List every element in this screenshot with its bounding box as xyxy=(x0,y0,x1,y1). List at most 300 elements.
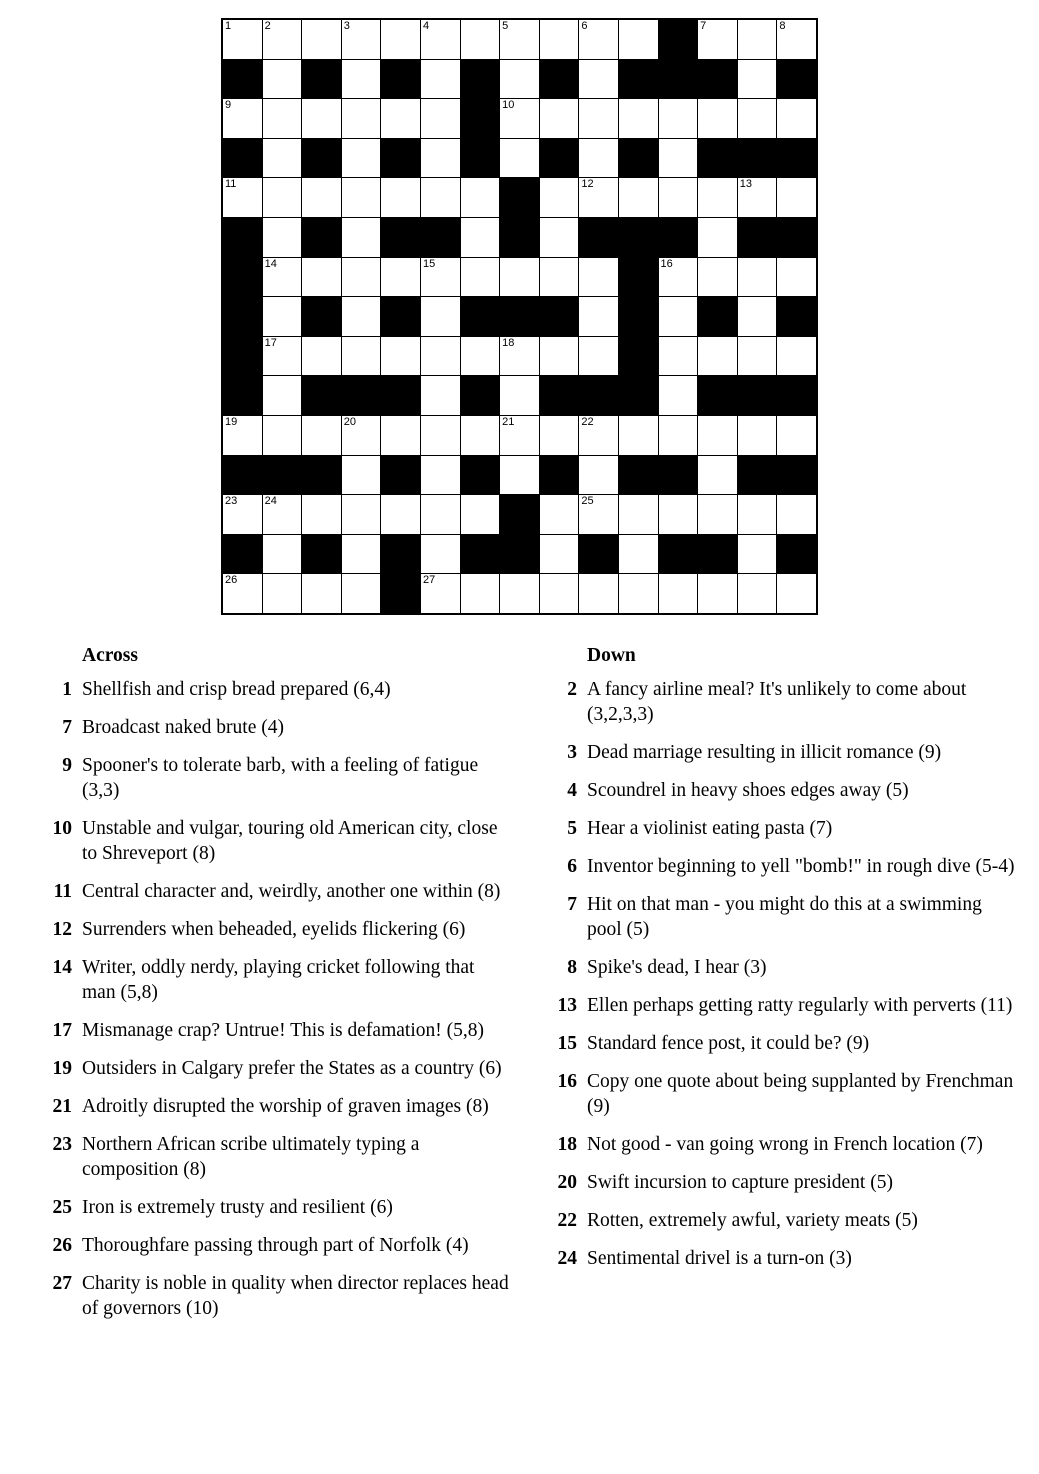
grid-cell[interactable] xyxy=(420,415,460,455)
clue-item[interactable] xyxy=(40,1233,510,1258)
grid-cell[interactable] xyxy=(539,99,579,139)
grid-cell[interactable] xyxy=(381,19,421,59)
grid-cell-block xyxy=(381,455,421,495)
grid-cell-block xyxy=(460,138,500,178)
grid-cell[interactable] xyxy=(500,59,540,99)
grid-cell[interactable] xyxy=(262,297,302,337)
grid-cell[interactable] xyxy=(500,99,540,139)
grid-cell[interactable] xyxy=(460,574,500,614)
clue-item[interactable] xyxy=(545,677,1015,727)
grid-cell-block xyxy=(777,534,817,574)
grid-cell[interactable] xyxy=(262,178,302,218)
grid-cell[interactable] xyxy=(698,336,738,376)
clue-item[interactable] xyxy=(545,993,1015,1018)
grid-cell[interactable] xyxy=(341,178,381,218)
grid-cell-block xyxy=(222,257,262,297)
down-heading: Down xyxy=(587,645,636,666)
grid-cell[interactable] xyxy=(341,59,381,99)
grid-cell[interactable] xyxy=(777,574,817,614)
grid-cell-block xyxy=(618,455,658,495)
grid-cell[interactable] xyxy=(500,415,540,455)
clue-text: Writer, oddly nerdy, playing cricket following that man (5,8) xyxy=(82,957,475,1003)
grid-cell[interactable] xyxy=(698,19,738,59)
grid-cell-block xyxy=(460,376,500,416)
grid-cell-block xyxy=(500,534,540,574)
grid-cell[interactable] xyxy=(341,495,381,535)
grid-cell[interactable] xyxy=(579,178,619,218)
grid-cell-block xyxy=(737,455,777,495)
clue-item[interactable] xyxy=(40,677,510,702)
grid-cell[interactable] xyxy=(222,574,262,614)
grid-cell-number: 23 xyxy=(225,495,238,508)
grid-cell-block xyxy=(618,297,658,337)
grid-cell[interactable] xyxy=(341,217,381,257)
grid-cell-block xyxy=(381,217,421,257)
grid-cell-block xyxy=(579,376,619,416)
grid-cell[interactable] xyxy=(460,336,500,376)
grid-table[interactable] xyxy=(221,18,818,615)
clue-text: Spooner's to tolerate barb, with a feeling of fatigue (3,3) xyxy=(82,755,479,801)
grid-cell[interactable] xyxy=(420,19,460,59)
grid-cell-number: 24 xyxy=(264,495,277,508)
grid-cell-block xyxy=(500,297,540,337)
grid-cell-number: 19 xyxy=(225,415,238,428)
grid-cell[interactable] xyxy=(737,59,777,99)
clue-number: 1 xyxy=(62,679,72,700)
grid-row xyxy=(222,257,817,297)
clue-number: 18 xyxy=(557,1134,577,1155)
clue-item[interactable] xyxy=(545,854,1015,879)
grid-cell-block xyxy=(777,138,817,178)
clue-item[interactable] xyxy=(40,1056,510,1081)
grid-cell[interactable] xyxy=(262,257,302,297)
grid-cell[interactable] xyxy=(737,495,777,535)
grid-cell[interactable] xyxy=(698,217,738,257)
grid-cell[interactable] xyxy=(539,336,579,376)
grid-cell[interactable] xyxy=(262,415,302,455)
grid-cell[interactable] xyxy=(420,534,460,574)
grid-cell[interactable] xyxy=(777,336,817,376)
grid-cell[interactable] xyxy=(777,99,817,139)
clue-text: Ellen perhaps getting ratty regularly with perverts (11) xyxy=(587,995,1013,1016)
clue-text: Rotten, extremely awful, variety meats (5) xyxy=(587,1210,918,1231)
clue-item[interactable] xyxy=(545,1208,1015,1233)
grid-cell[interactable] xyxy=(262,59,302,99)
grid-cell[interactable] xyxy=(262,217,302,257)
grid-cell[interactable] xyxy=(222,178,262,218)
grid-cell[interactable] xyxy=(460,415,500,455)
clue-item[interactable] xyxy=(40,1132,510,1182)
clue-number: 6 xyxy=(567,856,577,877)
clue-text: Central character and, weirdly, another one within (8) xyxy=(82,881,501,902)
grid-cell[interactable] xyxy=(618,534,658,574)
grid-cell[interactable] xyxy=(579,138,619,178)
grid-cell[interactable] xyxy=(262,99,302,139)
clue-item[interactable] xyxy=(40,1094,510,1119)
grid-cell[interactable] xyxy=(222,19,262,59)
grid-cell[interactable] xyxy=(302,99,342,139)
grid-cell[interactable] xyxy=(381,99,421,139)
grid-row xyxy=(222,495,817,535)
clue-item[interactable] xyxy=(40,879,510,904)
clue-number: 20 xyxy=(557,1172,577,1193)
grid-cell-block xyxy=(262,455,302,495)
grid-cell[interactable] xyxy=(658,178,698,218)
clue-item[interactable] xyxy=(545,955,1015,980)
grid-cell-block xyxy=(658,534,698,574)
grid-cell-block xyxy=(539,376,579,416)
grid-cell[interactable] xyxy=(579,455,619,495)
clue-text: Dead marriage resulting in illicit romance (9) xyxy=(587,742,942,763)
grid-cell[interactable] xyxy=(618,19,658,59)
clue-text: Thoroughfare passing through part of Norfolk (4) xyxy=(82,1235,469,1256)
grid-cell[interactable] xyxy=(777,415,817,455)
clue-text: Standard fence post, it could be? (9) xyxy=(587,1033,870,1054)
grid-cell[interactable] xyxy=(341,534,381,574)
grid-cell[interactable] xyxy=(737,336,777,376)
grid-cell[interactable] xyxy=(381,257,421,297)
grid-cell[interactable] xyxy=(262,19,302,59)
grid-cell[interactable] xyxy=(658,574,698,614)
grid-cell[interactable] xyxy=(341,257,381,297)
grid-cell[interactable] xyxy=(500,336,540,376)
grid-cell-block xyxy=(341,376,381,416)
grid-cell[interactable] xyxy=(539,415,579,455)
grid-cell[interactable] xyxy=(381,178,421,218)
clue-text: Adroitly disrupted the worship of graven images (8) xyxy=(82,1096,489,1117)
grid-cell[interactable] xyxy=(658,138,698,178)
across-heading: Across xyxy=(82,645,138,666)
grid-cell[interactable] xyxy=(222,415,262,455)
grid-cell-block xyxy=(460,534,500,574)
grid-cell[interactable] xyxy=(460,19,500,59)
grid-cell[interactable] xyxy=(500,257,540,297)
grid-cell[interactable] xyxy=(579,19,619,59)
grid-cell[interactable] xyxy=(698,415,738,455)
grid-cell[interactable] xyxy=(460,178,500,218)
grid-cell[interactable] xyxy=(381,495,421,535)
grid-cell-number: 10 xyxy=(502,99,515,112)
grid-cell[interactable] xyxy=(460,217,500,257)
grid-cell-block xyxy=(618,217,658,257)
grid-cell[interactable] xyxy=(420,376,460,416)
grid-cell-block xyxy=(539,297,579,337)
grid-cell[interactable] xyxy=(777,257,817,297)
grid-cell-number: 20 xyxy=(343,415,357,428)
grid-cell[interactable] xyxy=(579,99,619,139)
grid-cell-block xyxy=(381,297,421,337)
grid-cell[interactable] xyxy=(302,336,342,376)
grid-cell-number: 2 xyxy=(264,20,271,32)
clue-text: Not good - van going wrong in French location (7) xyxy=(587,1134,983,1155)
clue-item[interactable] xyxy=(545,1069,1015,1119)
grid-cell-block xyxy=(618,59,658,99)
grid-row xyxy=(222,415,817,455)
grid-cell[interactable] xyxy=(302,415,342,455)
clue-item[interactable] xyxy=(545,740,1015,765)
grid-cell-number: 18 xyxy=(502,336,515,349)
grid-cell[interactable] xyxy=(341,19,381,59)
grid-cell[interactable] xyxy=(302,257,342,297)
clue-item[interactable] xyxy=(40,955,510,1005)
grid-cell[interactable] xyxy=(539,217,579,257)
grid-cell-block xyxy=(302,455,342,495)
clue-item[interactable] xyxy=(545,778,1015,803)
clue-text: Scoundrel in heavy shoes edges away (5) xyxy=(587,780,909,801)
grid-cell[interactable] xyxy=(618,574,658,614)
grid-cell[interactable] xyxy=(737,19,777,59)
across-clue-list xyxy=(40,677,510,1321)
grid-cell[interactable] xyxy=(658,495,698,535)
grid-cell[interactable] xyxy=(579,336,619,376)
grid-cell[interactable] xyxy=(618,99,658,139)
grid-row xyxy=(222,19,817,59)
grid-cell[interactable] xyxy=(262,574,302,614)
clue-item[interactable] xyxy=(545,816,1015,841)
grid-cell-block xyxy=(777,59,817,99)
clue-item[interactable] xyxy=(545,1170,1015,1195)
clue-number: 2 xyxy=(567,679,577,700)
grid-cell-block xyxy=(539,138,579,178)
grid-cell[interactable] xyxy=(420,257,460,297)
grid-cell-number: 9 xyxy=(225,99,232,112)
grid-cell[interactable] xyxy=(262,534,302,574)
grid-cell-block xyxy=(777,217,817,257)
grid-cell-block xyxy=(618,376,658,416)
grid-cell[interactable] xyxy=(737,534,777,574)
grid-cell[interactable] xyxy=(341,138,381,178)
grid-cell-block xyxy=(222,217,262,257)
grid-cell[interactable] xyxy=(737,574,777,614)
clue-number: 5 xyxy=(567,818,577,839)
grid-cell[interactable] xyxy=(698,574,738,614)
clue-number: 16 xyxy=(557,1071,577,1092)
grid-row xyxy=(222,376,817,416)
grid-cell[interactable] xyxy=(341,336,381,376)
grid-cell-block xyxy=(777,376,817,416)
grid-cell[interactable] xyxy=(341,99,381,139)
grid-cell[interactable] xyxy=(539,534,579,574)
grid-cell[interactable] xyxy=(698,178,738,218)
grid-cell[interactable] xyxy=(658,376,698,416)
grid-cell[interactable] xyxy=(579,297,619,337)
clue-number: 11 xyxy=(53,881,72,902)
grid-cell[interactable] xyxy=(737,297,777,337)
clue-number: 15 xyxy=(557,1033,577,1054)
grid-cell-block xyxy=(500,495,540,535)
grid-cell[interactable] xyxy=(420,495,460,535)
grid-row xyxy=(222,138,817,178)
clue-text: Unstable and vulgar, touring old American city, close to Shreveport (8) xyxy=(82,818,498,864)
grid-cell[interactable] xyxy=(420,138,460,178)
grid-cell[interactable] xyxy=(777,19,817,59)
grid-cell-block xyxy=(500,217,540,257)
grid-row xyxy=(222,534,817,574)
grid-cell[interactable] xyxy=(658,415,698,455)
clue-text: Hear a violinist eating pasta (7) xyxy=(587,818,833,839)
grid-cell[interactable] xyxy=(420,574,460,614)
grid-cell[interactable] xyxy=(698,455,738,495)
clue-number: 12 xyxy=(52,919,72,940)
grid-cell[interactable] xyxy=(420,59,460,99)
grid-cell[interactable] xyxy=(262,495,302,535)
grid-cell-block xyxy=(777,455,817,495)
grid-cell-block xyxy=(698,534,738,574)
grid-cell[interactable] xyxy=(420,455,460,495)
grid-cell[interactable] xyxy=(539,257,579,297)
clue-item[interactable] xyxy=(40,816,510,866)
grid-cell-block xyxy=(737,138,777,178)
grid-cell[interactable] xyxy=(698,257,738,297)
clue-number: 22 xyxy=(557,1210,577,1231)
grid-cell-block xyxy=(381,138,421,178)
grid-cell-block xyxy=(222,138,262,178)
grid-cell[interactable] xyxy=(381,415,421,455)
grid-cell-block xyxy=(302,138,342,178)
grid-cell[interactable] xyxy=(262,336,302,376)
clue-item[interactable] xyxy=(40,1195,510,1220)
clue-number: 17 xyxy=(52,1020,72,1041)
grid-cell-block xyxy=(460,59,500,99)
grid-cell-block xyxy=(737,217,777,257)
grid-cell-number: 11 xyxy=(225,178,237,191)
grid-cell[interactable] xyxy=(618,178,658,218)
clue-item[interactable] xyxy=(40,753,510,803)
grid-row xyxy=(222,217,817,257)
grid-cell-block xyxy=(420,217,460,257)
grid-cell[interactable] xyxy=(737,178,777,218)
grid-cell-block xyxy=(698,376,738,416)
clue-number: 9 xyxy=(62,755,72,776)
grid-cell[interactable] xyxy=(341,415,381,455)
grid-cell[interactable] xyxy=(579,257,619,297)
clue-item[interactable] xyxy=(545,892,1015,942)
grid-cell[interactable] xyxy=(341,297,381,337)
grid-cell[interactable] xyxy=(777,178,817,218)
clue-number: 26 xyxy=(52,1235,72,1256)
grid-row xyxy=(222,99,817,139)
clue-item[interactable] xyxy=(545,1132,1015,1157)
grid-cell-block xyxy=(460,99,500,139)
grid-cell[interactable] xyxy=(539,574,579,614)
grid-cell[interactable] xyxy=(658,336,698,376)
grid-cell[interactable] xyxy=(500,138,540,178)
grid-cell[interactable] xyxy=(539,495,579,535)
clue-number: 10 xyxy=(52,818,72,839)
down-clue-list xyxy=(545,677,1015,1271)
grid-cell[interactable] xyxy=(420,178,460,218)
grid-cell[interactable] xyxy=(539,19,579,59)
grid-cell[interactable] xyxy=(618,495,658,535)
grid-cell-block xyxy=(302,59,342,99)
grid-cell[interactable] xyxy=(262,138,302,178)
grid-cell[interactable] xyxy=(341,574,381,614)
clue-number: 4 xyxy=(567,780,577,801)
grid-cell[interactable] xyxy=(302,495,342,535)
grid-cell[interactable] xyxy=(302,19,342,59)
grid-cell-block xyxy=(222,455,262,495)
clue-text: Iron is extremely trusty and resilient (6) xyxy=(82,1197,393,1218)
grid-cell[interactable] xyxy=(420,336,460,376)
grid-cell[interactable] xyxy=(737,415,777,455)
grid-cell[interactable] xyxy=(539,178,579,218)
clue-text: Swift incursion to capture president (5) xyxy=(587,1172,893,1193)
grid-cell[interactable] xyxy=(381,336,421,376)
clue-number: 8 xyxy=(567,957,577,978)
clue-item[interactable] xyxy=(545,1031,1015,1056)
grid-cell[interactable] xyxy=(500,376,540,416)
clue-item[interactable] xyxy=(40,715,510,740)
grid-cell-number: 21 xyxy=(502,415,515,428)
grid-cell[interactable] xyxy=(698,99,738,139)
grid-row xyxy=(222,178,817,218)
grid-cell[interactable] xyxy=(658,297,698,337)
grid-cell[interactable] xyxy=(658,257,698,297)
grid-cell[interactable] xyxy=(618,415,658,455)
grid-cell[interactable] xyxy=(579,415,619,455)
grid-cell[interactable] xyxy=(262,376,302,416)
grid-cell-block xyxy=(618,138,658,178)
grid-cell-block xyxy=(460,455,500,495)
grid-cell-block xyxy=(222,336,262,376)
clue-text: Inventor beginning to yell "bomb!" in rough dive (5-4) xyxy=(587,856,1015,877)
grid-cell[interactable] xyxy=(222,99,262,139)
grid-cell[interactable] xyxy=(579,59,619,99)
grid-cell[interactable] xyxy=(302,574,342,614)
grid-row xyxy=(222,297,817,337)
grid-cell[interactable] xyxy=(579,495,619,535)
grid-cell-number: 1 xyxy=(225,20,232,32)
clue-text: Northern African scribe ultimately typing a composition (8) xyxy=(82,1134,420,1180)
grid-cell[interactable] xyxy=(341,455,381,495)
grid-cell-block xyxy=(302,376,342,416)
grid-cell[interactable] xyxy=(658,99,698,139)
grid-cell-block xyxy=(539,59,579,99)
grid-cell[interactable] xyxy=(302,178,342,218)
grid-cell-block xyxy=(777,297,817,337)
grid-cell[interactable] xyxy=(777,495,817,535)
grid-cell-block xyxy=(381,376,421,416)
grid-cell[interactable] xyxy=(737,99,777,139)
grid-cell-block xyxy=(737,376,777,416)
clue-item[interactable] xyxy=(40,1018,510,1043)
crossword-grid[interactable] xyxy=(221,18,818,615)
grid-cell-number: 8 xyxy=(779,20,786,32)
grid-cell[interactable] xyxy=(737,257,777,297)
grid-cell-number: 3 xyxy=(343,20,350,32)
grid-cell[interactable] xyxy=(500,455,540,495)
grid-cell[interactable] xyxy=(579,574,619,614)
grid-cell-block xyxy=(222,534,262,574)
grid-cell-block xyxy=(460,297,500,337)
grid-cell-block xyxy=(698,138,738,178)
grid-cell[interactable] xyxy=(698,495,738,535)
grid-cell[interactable] xyxy=(222,495,262,535)
grid-cell[interactable] xyxy=(460,495,500,535)
grid-cell[interactable] xyxy=(500,19,540,59)
grid-cell-block xyxy=(500,178,540,218)
clue-item[interactable] xyxy=(40,917,510,942)
grid-cell[interactable] xyxy=(420,99,460,139)
grid-cell[interactable] xyxy=(460,257,500,297)
grid-cell[interactable] xyxy=(420,297,460,337)
clue-text: Sentimental drivel is a turn-on (3) xyxy=(587,1248,852,1269)
grid-row xyxy=(222,336,817,376)
clue-item[interactable] xyxy=(40,1271,510,1321)
grid-cell-number: 25 xyxy=(581,495,594,508)
grid-cell[interactable] xyxy=(500,574,540,614)
clue-item[interactable] xyxy=(545,1246,1015,1271)
